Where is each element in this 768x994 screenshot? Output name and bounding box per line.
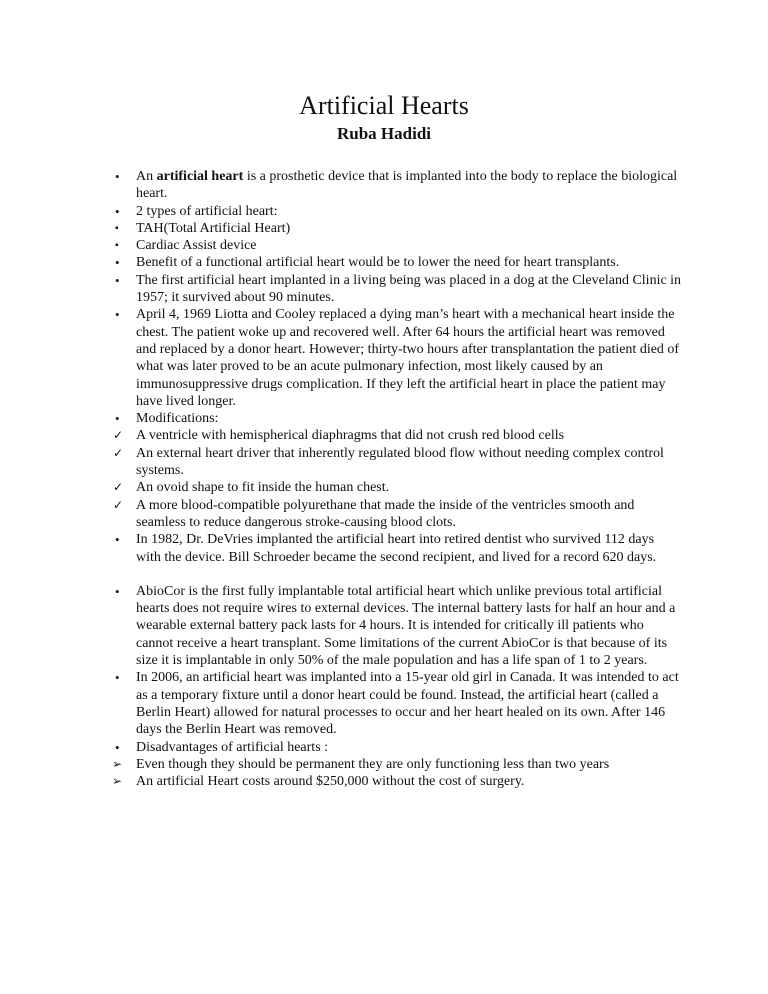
arrow-bullet-icon: ➢	[112, 774, 123, 789]
content-list	[112, 168, 682, 790]
bullet-icon: •	[115, 169, 120, 184]
list-item	[112, 272, 682, 307]
item-text: AbioCor is the first fully implantable total artificial heart which unlike previous total artificial hearts does not require wires to external devices. The internal battery lasts for half an hour and a wearable external battery pack lasts for 4 hours. It is intended for critically ill patients who cannot receive a heart transplant. Some limitations of the current AbioCor is that because of its size it is implantable in only 50% of the male population and has a life span of 1 to 2 years.	[136, 583, 676, 669]
document-author: Ruba Hadidi	[336, 124, 431, 143]
item-text: An ovoid shape to fit inside the human chest.	[136, 480, 390, 496]
item-text: Disadvantages of artificial hearts :	[136, 739, 329, 755]
item-text-bold: artificial heart	[156, 169, 244, 184]
list-item	[112, 237, 682, 254]
item-text: is a prosthetic device that is implanted into the body to replace the biological heart.	[136, 169, 678, 202]
checkmark-icon: ✓	[113, 445, 124, 460]
list-item	[112, 583, 682, 669]
item-text: TAH(Total Artificial Heart)	[136, 220, 291, 236]
checkmark-icon: ✓	[113, 497, 124, 512]
list-item	[112, 739, 682, 756]
list-item	[112, 410, 682, 427]
bullet-icon: •	[115, 255, 120, 271]
document-title: Artificial Hearts	[299, 91, 469, 120]
bullet-icon: •	[115, 411, 120, 427]
list-item	[112, 531, 682, 566]
bullet-icon: •	[115, 272, 120, 288]
bullet-icon: •	[115, 583, 120, 599]
list-item	[112, 168, 682, 203]
item-text: An external heart driver that inherently regulated blood flow without needing complex control systems.	[136, 445, 664, 479]
item-text: Benefit of a functional artificial heart would be to lower the need for heart transplants.	[136, 255, 620, 271]
square-bullet-icon: ▪	[115, 240, 119, 252]
list-item	[112, 203, 682, 220]
list-item	[112, 306, 682, 410]
item-text: Modifications:	[136, 411, 219, 427]
list-item	[112, 773, 682, 790]
item-text: A ventricle with hemispherical diaphragms that did not crush red blood cells	[136, 428, 565, 444]
item-text: An artificial Heart costs around $250,000 without the cost of surgery.	[136, 774, 525, 790]
item-text: 2 types of artificial heart:	[136, 203, 278, 219]
list-item	[112, 479, 682, 496]
item-text: A more blood-compatible polyurethane that made the inside of the ventricles smooth and seamless to reduce dangerous stroke-causing blood clots.	[136, 497, 635, 530]
item-text: The first artificial heart implanted in a living being was placed in a dog at the Cleveland Clinic in 1957; it survived about 90 minutes.	[136, 272, 682, 306]
list-item	[112, 445, 682, 480]
checkmark-icon: ✓	[113, 480, 124, 495]
item-text-pre: An	[136, 169, 157, 184]
item-text: In 2006, an artificial heart was implanted into a 15-year old girl in Canada. It was intended to act as a temporary fixture until a donor heart could be found. Instead, the artificial heart (called a Berlin Heart) allowed for natural processes to occur and her heart healed on its own. After 146 days the Berlin Heart was removed.	[136, 670, 679, 738]
bullet-icon: •	[115, 739, 120, 755]
arrow-bullet-icon: ➢	[112, 756, 123, 771]
item-text: Cardiac Assist device	[136, 238, 257, 254]
list-item	[112, 497, 682, 532]
item-text: April 4, 1969 Liotta and Cooley replaced a dying man’s heart with a mechanical heart inside the chest. The patient woke up and recovered well. After 64 hours the artificial heart was removed and replaced by a donor heart. However; thirty-two hours after transplantation the patient died of what was later proved to be an acute pulmonary infection, most likely caused by an immunosuppressive drugs complication. If they left the artificial heart in place the patient may have lived longer.	[136, 307, 680, 409]
bullet-icon: •	[115, 670, 120, 686]
bullet-icon: •	[115, 532, 120, 548]
checkmark-icon: ✓	[113, 428, 124, 443]
item-text: In 1982, Dr. DeVries implanted the artificial heart into retired dentist who survived 112 days with the device. Bill Schroeder became the second recipient, and lived for a record 620 days.	[136, 532, 657, 565]
list-item	[112, 756, 682, 773]
bullet-icon: •	[115, 203, 120, 219]
list-item	[112, 254, 682, 271]
item-text: Even though they should be permanent they are only functioning less than two years	[136, 756, 610, 772]
list-item	[112, 220, 682, 237]
list-item	[112, 669, 682, 738]
list-item	[112, 427, 682, 444]
square-bullet-icon: ▪	[115, 222, 119, 234]
bullet-icon: •	[115, 307, 120, 323]
